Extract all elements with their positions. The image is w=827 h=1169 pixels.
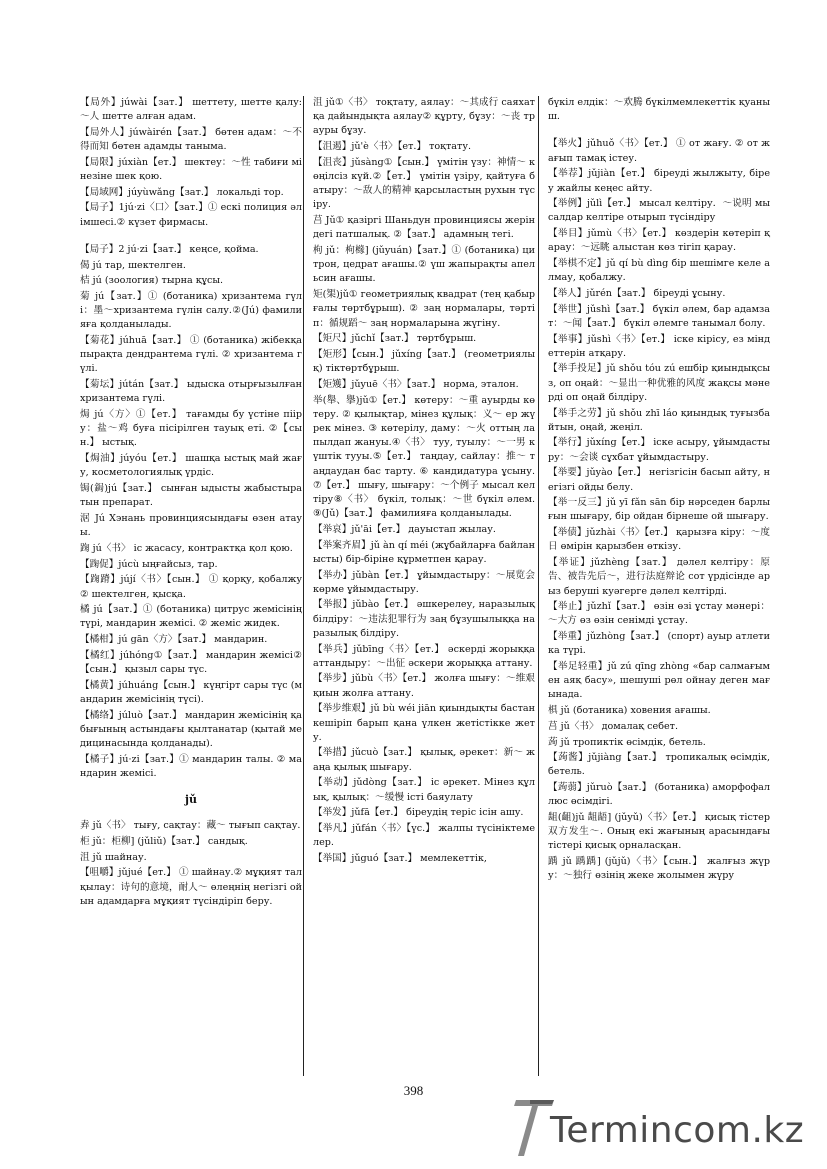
- dictionary-entry: 【举世】jǔshì【зат.】 бүкіл әлем, бар адамзат：～闻【зат.】 бүкіл әлемге танымал болу.: [548, 303, 770, 329]
- column-divider: [303, 96, 304, 1076]
- dictionary-entry: 涺 Jú Хэнань провинциясындағы өзен атауы.: [80, 512, 302, 539]
- dictionary-entry: 【举步】jǔbù〈书〉【ет.】 жолға шығу：～维艰 қиын жолға аттану.: [313, 673, 535, 699]
- dictionary-entry: 龃(齟)jǔ 龃龉] (jǔyǔ)〈书〉【ет.】 қисық тістер 双方发生～. Оның екі жағының арасындағы тістері қисық орналасқан.: [548, 812, 770, 852]
- dictionary-entry: 【局域网】júyùwǎng【зат.】 локальді тор.: [80, 186, 284, 198]
- section-heading: jǔ: [185, 793, 197, 807]
- dictionary-entry: 【举一反三】jǔ yī fǎn sān бір нәрседен барлығын шығару, бір ойдан бірнеше ой шығару.: [548, 497, 770, 523]
- dictionary-entry: 【矩矱】jǔyuē〈书〉【зат.】 норма, эталон.: [313, 378, 519, 390]
- dictionary-entry: 【举债】jǔzhài〈书〉【ет.】 қарызға кіру：～度日 өмірін қарызбен өткізу.: [548, 527, 770, 553]
- dictionary-entry: 【举兵】jǔbīng〈书〉【ет.】 әскерді жорыққа аттандыру：～出征 әскери жорыққа аттану.: [313, 643, 535, 669]
- dictionary-entry: 【沮丧】jǔsàng①【сын.】 үмітін үзу：神情～ көңілсіз күй.②【ет.】 үмітін үзіру, қайтуға батыру：～敌人的精神 қарсыластың рухын түсіру.: [313, 156, 535, 211]
- dictionary-entry: 枸 jǔ：枸橼] (jǔyuán)【зат.】① (ботаника) цитрон, цедрат ағашы.② үш жапырақты апельсин ағашы.: [313, 245, 535, 285]
- column-middle: [313, 96, 535, 868]
- dictionary-entry: 【矩尺】jǔchǐ【зат.】 төртбұрыш.: [313, 333, 477, 345]
- dictionary-entry: 沮 jǔ шайнау.: [80, 851, 147, 863]
- dictionary-entry: 蒟 jǔ тропиктік өсімдік, бетель.: [548, 736, 706, 748]
- column-left: [80, 96, 302, 911]
- dictionary-entry: 【举火】jǔhuǒ〈书〉【ет.】 ① от жағу. ② от жағып тамақ істеу.: [548, 138, 770, 164]
- dictionary-entry: 【沮遏】jǔ'è〈书〉【ет.】 тоқтату.: [313, 141, 472, 153]
- dictionary-entry: 【举措】jǔcuò【зат.】 қылық, әрекет：新～ жаңа қылық шығару.: [313, 747, 535, 773]
- page-number: 398: [403, 1083, 424, 1098]
- dictionary-entry: 【举止】jǔzhǐ【зат.】 өзін өзі ұстау мәнері：～大方 өз өзін сенімді ұстау.: [548, 601, 770, 627]
- dictionary-entry: 【局限】júxiàn【ет.】 шектеу：～性 табиғи мінезіне шек қою.: [80, 156, 302, 183]
- dictionary-entry: 【举人】jǔrén【зат.】 біреуді ұсыну.: [548, 287, 726, 299]
- dictionary-entry: 莒 Jǔ① қазіргі Шаньдун провинциясы жеріндегі патшалық. ②【зат.】 адамның тегі.: [313, 215, 536, 241]
- dictionary-entry: 橘 jú【зат.】① (ботаника) цитрус жемісінің түрі, мандарин жемісі. ② жеміс жидек.: [80, 604, 302, 630]
- dictionary-entry: 【举证】jǔzhèng【зат.】 дәлел келтіру：原告、被告先后～，进行法庭辩论 сот үрдісінде арыз беруші куәгерге дәлел келтірді.: [548, 557, 770, 597]
- dictionary-entry: 【举国】jǔguó【зат.】 мемлекеттік,: [313, 852, 487, 864]
- dictionary-entry: 沮 jǔ①〈书〉 тоқтату, аялау：～其成行 саяхатқа дайындықта аялау② құрту, бұзу：～丧 трауры бұзу.: [313, 97, 535, 137]
- dictionary-entry: 【橘子】jú·zi【зат.】① мандарин талы. ② мандарин жемісі.: [80, 753, 302, 779]
- dictionary-entry: 【举手之劳】jǔ shǒu zhī láo қиындық туғызбайтын, оңай, жеңіл.: [548, 407, 770, 433]
- dictionary-entry: 【咀嚼】jǔjué【ет.】 ① шайнау.② мұқият талқылау：诗句的意境，耐人～ өлеңнің негізгі ойын адамдарға мұқият түсіндіріп беру.: [80, 867, 302, 907]
- dictionary-entry: 焗 jú〈方〉①【ет.】 тағамды бу үстіне піiру：盐～鸡 буға пісірілген тауық еті. ②【сын.】 ыстық.: [80, 409, 302, 449]
- dictionary-entry: 【局子】2 jú·zi【зат.】 кеңсе, қойма.: [80, 243, 259, 255]
- dictionary-entry: 柜 jǔ：柜柳] (jǔliǔ)【зат.】 сандық.: [80, 836, 248, 848]
- dictionary-entry: 【举动】jǔdòng【зат.】 іс әрекет. Мінез құлық, қылық：～缓慢 істі баяулату: [313, 777, 535, 803]
- dictionary-entry: 【橘络】júluò【зат.】 мандарин жемісінің қабығының астындағы қылтанатар (қытай медицинасында қолданады).: [80, 709, 302, 750]
- dictionary-entry: 【局外】júwài【зат.】 шеттету, шетте қалу: ～人 шетте алған адам.: [80, 97, 302, 123]
- dictionary-entry: 矩(榘)jǔ① геометриялық квадрат (тең қабырғалы төртбұрыш). ② заң нормалары, тәртіп：循规蹈～ заң нормаларына жүгіну.: [313, 289, 535, 329]
- dictionary-entry: 菊 jú【зат.】① (ботаника) хризантема гүлі：墨～хризантема гүлін салу.②(Jú) фамилияға қолданылады.: [80, 290, 302, 331]
- dictionary-entry: 【蒟蒻】jǔruò【зат.】 (ботаника) аморфофаллюс өсімдігі.: [548, 782, 770, 808]
- dictionary-entry: 【局外人】júwàirén【зат.】 бөтен адам：～不得而知 бөтен адамды таныма.: [80, 126, 302, 153]
- dictionary-entry: 【举事】jǔshì〈书〉【ет.】 іске кірісу, ез міндеттерін атқару.: [548, 333, 770, 359]
- dictionary-entry: 偈 jú тар, шектелген.: [80, 259, 186, 271]
- dictionary-entry: 【举报】jǔbào【ет.】 әшкерелеу, наразылық білдіру：～违法犯罪行为 заң бұзушылыққа наразылық білдіру.: [313, 599, 535, 639]
- dictionary-entry: 【踘促】júcù ыңғайсыз, тар.: [80, 558, 218, 570]
- dictionary-entry: 【举例】jǔlì【ет.】 мысал келтіру．～说明 мысалдар келтіре отырып түсіндіру: [548, 198, 770, 224]
- dictionary-entry: 踘 jú〈书〉 іс жасасу, контрактқа қол қою.: [80, 542, 293, 554]
- dictionary-entry: бүкіл елдік：～欢腾 бүкілмемлекеттік қуаныш.: [548, 97, 770, 123]
- dictionary-entry: 【举棋不定】jǔ qí bù dìng бір шешімге келе алмау, қобалжу.: [548, 258, 770, 284]
- dictionary-entry: 【蒟酱】jǔjiàng【зат.】 тропикалық өсімдік, бетель.: [548, 752, 770, 778]
- dictionary-entry: 【菊花】júhuā【зат.】 ① (ботаника) жібекқапырақта дендрантема гүлі. ② хризантема гүлі.: [80, 335, 302, 375]
- dictionary-entry: 【举办】jǔbàn【ет.】 ұйымдастыру：～展览会 көрме ұйымдастыру.: [313, 569, 535, 595]
- logo-text: Termincom.kz: [550, 1110, 805, 1151]
- dictionary-entry: 踽 jǔ 踽踽] (jǔjǔ)〈书〉【сын.】 жалғыз жүру：～独行 өзінің жеке жолымен жүру: [548, 856, 770, 882]
- dictionary-entry: 椇 jǔ (ботаника) ховения ағашы.: [548, 705, 711, 717]
- dictionary-entry: 【举凡】jǔfán〈书〉【үс.】 жалпы түсініктемелер.: [313, 822, 535, 849]
- dictionary-entry: 【举要】jǔyào【ет.】 негізгісін басып айту, негізгі ойды белу.: [548, 467, 770, 493]
- dictionary-entry: 【举案齐眉】jǔ àn qí méi (жұбайларға байланысты) бір-біріне құрметпен қарау.: [313, 539, 535, 565]
- dictionary-entry: 【踘蹐】jújí〈书〉【сын.】 ① қорқу, қобалжу② шектелген, қысқа.: [80, 574, 302, 600]
- dictionary-entry: 举(舉、擧)jǔ①【ет.】 көтеру：～重 ауырды көтеру. ② қылықтар, мінез құлық：义～ ер жүрек мінез. ③ көтерілу, даму：～火 оттың лапылдап жануы.④〈书〉 туу, туылу：～一男 күштік тууы.⑤【ет.】 таңдау, сайлау：推～ таңдаудан бас тарту. ⑥ кандидатура ұсыну.⑦【ет.】 шығу, шығару：～个例子 мысал келтіру⑧〈书〉 бүкіл, толық：～世 бүкіл әлем. ⑨(Jǔ)【зат.】 фамилияға қолданылады.: [313, 394, 535, 520]
- dictionary-entry: 【举荐】jǔjiàn【ет.】 біреуді жылжыту, біреу жайлы кеңес айту.: [548, 168, 770, 194]
- column-divider: [538, 96, 539, 1076]
- dictionary-entry: 桔 jú (зоология) тырна құсы.: [80, 275, 224, 287]
- site-logo: [514, 1098, 814, 1158]
- dictionary-entry: 【菊坛】jútán【зат.】 ыдыска отырғызылған хризантема гүлі.: [80, 379, 302, 405]
- dictionary-entry: 【矩形】【сын.】 jǔxíng【зат.】 (геометриялық) тіктөртбұрыш.: [313, 348, 535, 375]
- dictionary-entry: 锔(鋦)jú【зат.】 сынған ыдысты жабыстыратын препарат.: [80, 483, 302, 509]
- dictionary-entry: 【举发】jǔfā【ет.】 біреудің теріс ісін ашу.: [313, 807, 524, 819]
- dictionary-entry: 莒 jǔ〈书〉 домалақ себет.: [548, 720, 679, 732]
- dictionary-entry: 【橘柑】jú gān〈方〉【зат.】 мандарин.: [80, 634, 268, 646]
- dictionary-entry: 【焗油】júyóu【ет.】 шашқа ыстық май жағу, косметологиялық үрдіс.: [80, 453, 302, 479]
- dictionary-entry: 弆 jǔ〈书〉 тығу, сақтау：藏～ тығып сақтау.: [80, 820, 301, 832]
- dictionary-entry: 【举足轻重】jǔ zú qīng zhòng «бар салмағымен аяқ басу», шешуші рөл ойнау деген мағынада.: [548, 661, 770, 701]
- dictionary-entry: 【举哀】jǔ'āi【ет.】 дауыстап жылау.: [313, 523, 496, 535]
- column-right: [548, 96, 770, 885]
- dictionary-entry: 【举步维艰】jǔ bù wéi jiān қиындықты бастан кешіріп барып қана үлкен жетістікке жету.: [313, 703, 536, 743]
- dictionary-entry: 【橘黄】júhuáng【сын.】 күңгірт сары түс (мандарин жемісінің түсі).: [80, 679, 302, 705]
- dictionary-entry: 【局子】1jú·zi〈口〉【зат.】① ескі полиция әлімшесі.② күзет фирмасы.: [80, 202, 302, 228]
- dictionary-entry: 【举目】jǔmù〈书〉【ет.】 көздерін көтеріп қарау：～远眺 алыстан көз тігіп қарау.: [548, 228, 770, 254]
- dictionary-entry: 【举重】jǔzhòng【зат.】 (спорт) ауыр атлетика түрі.: [548, 631, 770, 657]
- dictionary-entry: 【橘红】júhóng①【зат.】 мандарин жемісі②【сын.】 қызыл сары түс.: [80, 649, 302, 676]
- dictionary-entry: 【举行】jǔxíng【ет.】 іске асыру, ұйымдастыру：～会谈 сұхбат ұйымдастыру.: [548, 437, 770, 463]
- dictionary-entry: 【举手投足】jǔ shǒu tóu zú ешбір қиындықсыз, оп оңай：～显出一种优雅的风度 жақсы мәнерді оп оңай білдіру.: [548, 363, 770, 403]
